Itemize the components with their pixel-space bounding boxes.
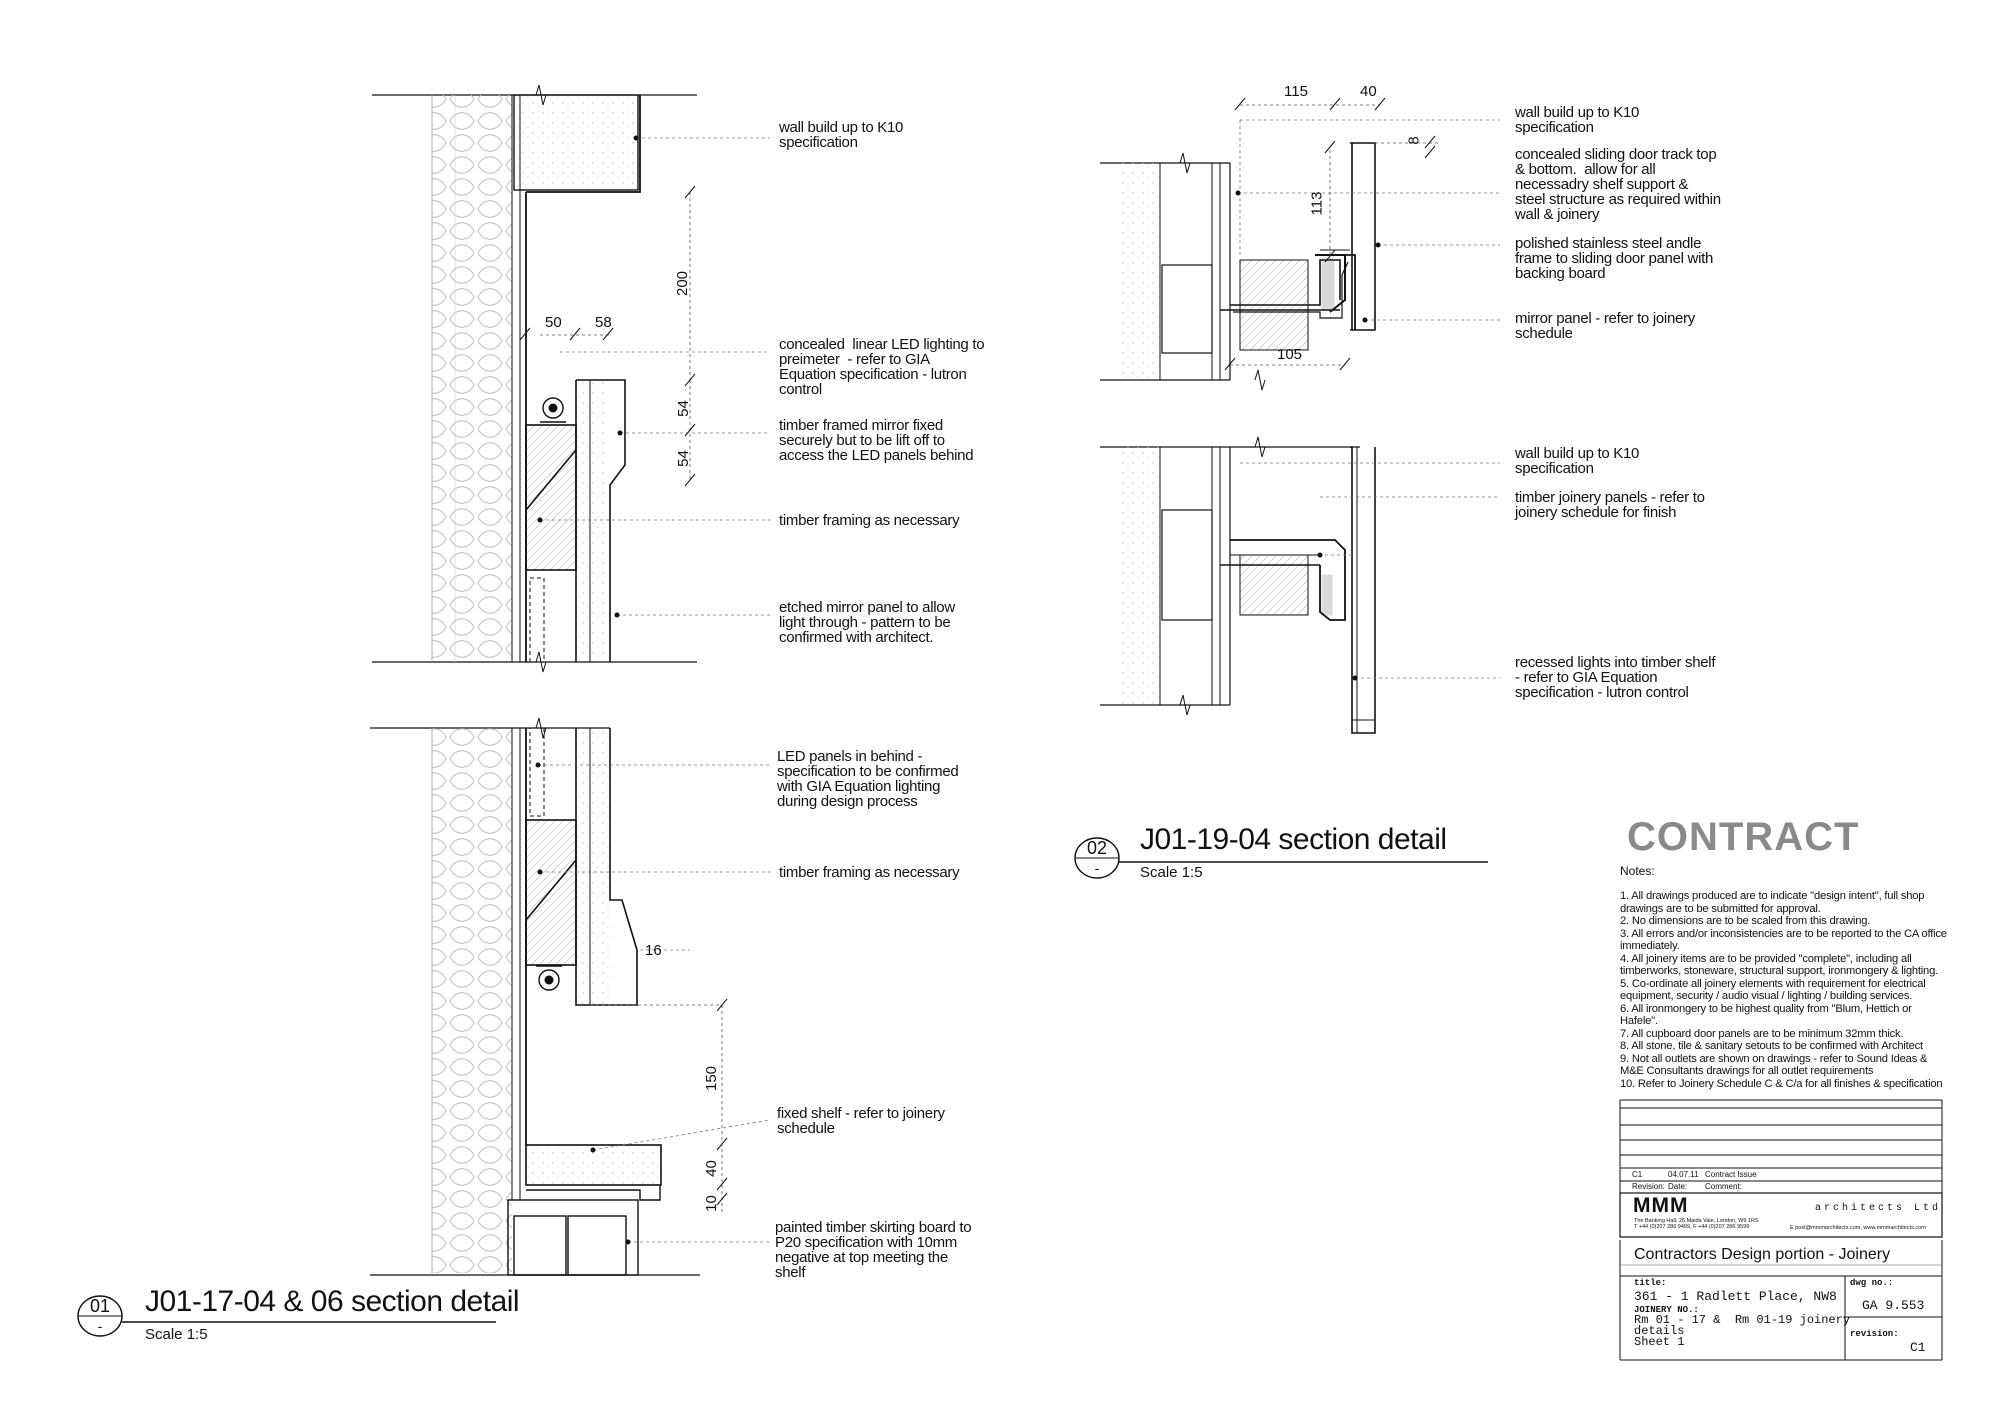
dim-54-a: 54	[674, 400, 692, 417]
detail-02-lower	[1100, 437, 1500, 733]
revision-date: 04.07.11	[1668, 1170, 1699, 1179]
note-led-lighting: concealed linear LED lighting to preimeter - refer to GIA Equation specification - lutron control	[779, 336, 985, 398]
revision-code: C1	[1632, 1170, 1643, 1179]
note-d02-wall-buildup: wall build up to K10 specification	[1515, 104, 1640, 136]
dim-54-b: 54	[674, 450, 692, 467]
dim-40: 40	[702, 1160, 720, 1177]
dim-10: 10	[702, 1195, 720, 1212]
dwg-label: dwg no.:	[1850, 1278, 1894, 1288]
note-d02-door-track: concealed sliding door track top & bottom. allow for all necessadry shelf support & steel structure as required within wall & joinery	[1515, 146, 1721, 223]
general-note: 6. All ironmongery to be highest quality from "Blum, Hettich or Hafele".	[1620, 1002, 1912, 1027]
revision-label: revision:	[1850, 1329, 1899, 1339]
dim-105: 105	[1277, 346, 1303, 363]
detail-02-number: 02	[1086, 838, 1108, 858]
title-label: title:	[1634, 1278, 1667, 1288]
notes-heading: Notes:	[1620, 864, 1655, 878]
note-d02-steel-frame: polished stainless steel andle frame to sliding door panel with backing board	[1515, 235, 1714, 282]
title-value: 361 - 1 Radlett Place, NW8	[1634, 1289, 1837, 1304]
general-note: 9. Not all outlets are shown on drawings - refer to Sound Ideas & M&E Consultants drawings for all outlet requirements	[1620, 1052, 1928, 1077]
firm-suffix: architects Ltd	[1815, 1203, 1942, 1214]
dim-58: 58	[595, 314, 612, 331]
detail-02-title: J01-19-04 section detail	[1140, 823, 1447, 856]
note-d02-mirror-panel: mirror panel - refer to joinery schedule	[1515, 310, 1695, 342]
note-wall-buildup: wall build up to K10 specification	[779, 119, 904, 151]
general-notes	[1620, 890, 1950, 1090]
firm-address: The Banking Hall, 26 Maida Vale, London, W9 1RS T +44 (0)207 286 9499, F +44 (0)207 286 9599	[1634, 1218, 1759, 1230]
detail-01-scale: Scale 1:5	[145, 1326, 208, 1343]
detail-01-number: 01	[89, 1296, 111, 1316]
general-note: 3. All errors and/or inconsistencies are to be reported to the CA office immediately.	[1620, 927, 1947, 952]
dim-50: 50	[545, 314, 562, 331]
revision-header-date: Date:	[1668, 1182, 1688, 1191]
note-mirror-frame: timber framed mirror fixed securely but to be lift off to access the LED panels behind	[779, 417, 974, 464]
note-timber-framing-2: timber framing as necessary	[779, 864, 960, 881]
note-d02-recessed-lights: recessed lights into timber shelf - refer to GIA Equation specification - lutron control	[1515, 654, 1716, 701]
dwg-value: GA 9.553	[1862, 1298, 1925, 1313]
dim-115: 115	[1284, 83, 1308, 100]
detail-01-upper	[372, 85, 770, 672]
firm-contact: E post@mmmarchitects.com, www.mmmarchitects.com	[1790, 1225, 1926, 1231]
project-status: Contractors Design portion - Joinery	[1634, 1246, 1891, 1263]
general-note: 8. All stone, tile & sanitary setouts to be confirmed with Architect	[1620, 1040, 1923, 1052]
general-note: 10. Refer to Joinery Schedule C & C/a for all finishes & specification	[1620, 1077, 1943, 1090]
detail-01-sub: -	[97, 1318, 103, 1334]
revision-value: C1	[1910, 1340, 1926, 1355]
general-note: 7. All cupboard door panels are to be minimum 32mm thick.	[1620, 1027, 1904, 1040]
note-d02-timber-panels: timber joinery panels - refer to joinery schedule for finish	[1515, 489, 1705, 521]
detail-02-scale: Scale 1:5	[1140, 864, 1203, 881]
detail-01-title: J01-17-04 & 06 section detail	[145, 1285, 520, 1318]
contract-stamp: CONTRACT	[1627, 815, 1860, 859]
note-skirting-board: painted timber skirting board to P20 specification with 10mm negative at top meeting the shelf	[775, 1219, 972, 1281]
dim-8: 8	[1405, 136, 1423, 145]
dim-200: 200	[674, 270, 692, 297]
dim-40-d02: 40	[1360, 83, 1377, 100]
dim-16: 16	[645, 942, 662, 959]
dim-150: 150	[703, 1065, 721, 1092]
detail-02-sub: -	[1094, 860, 1100, 876]
note-timber-framing: timber framing as necessary	[779, 512, 960, 529]
general-note: 5. Co-ordinate all joinery elements with requirement for electrical equipment, security / audio visual / lighting / building services.	[1620, 977, 1926, 1002]
note-led-panels: LED panels in behind - specification to be confirmed with GIA Equation lighting during design process	[777, 748, 959, 810]
joinery-value: Rm 01 - 17 & Rm 01-19 joinery details Sheet 1	[1634, 1313, 1851, 1349]
general-note: 2. No dimensions are to be scaled from this drawing.	[1620, 915, 1871, 927]
dim-113: 113	[1308, 191, 1326, 216]
revision-header-comment: Comment:	[1705, 1182, 1742, 1191]
revision-comment: Contract Issue	[1705, 1170, 1757, 1179]
detail-01-lower	[370, 718, 770, 1275]
firm-logo: MMM	[1633, 1194, 1689, 1217]
general-note: 4. All joinery items are to be provided "complete", including all timberworks, stoneware, structural support, ironmongery & lighting.	[1620, 952, 1939, 977]
note-d02-wall-buildup-2: wall build up to K10 specification	[1515, 445, 1640, 477]
revision-header-rev: Revision:	[1632, 1182, 1665, 1191]
note-etched-mirror: etched mirror panel to allow light through - pattern to be confirmed with architect.	[779, 599, 955, 646]
joinery-label: JOINERY NO.:	[1634, 1305, 1699, 1315]
general-note: 1. All drawings produced are to indicate "design intent", full shop drawings are to be submitted for approval.	[1620, 890, 1925, 915]
note-fixed-shelf: fixed shelf - refer to joinery schedule	[777, 1105, 945, 1137]
